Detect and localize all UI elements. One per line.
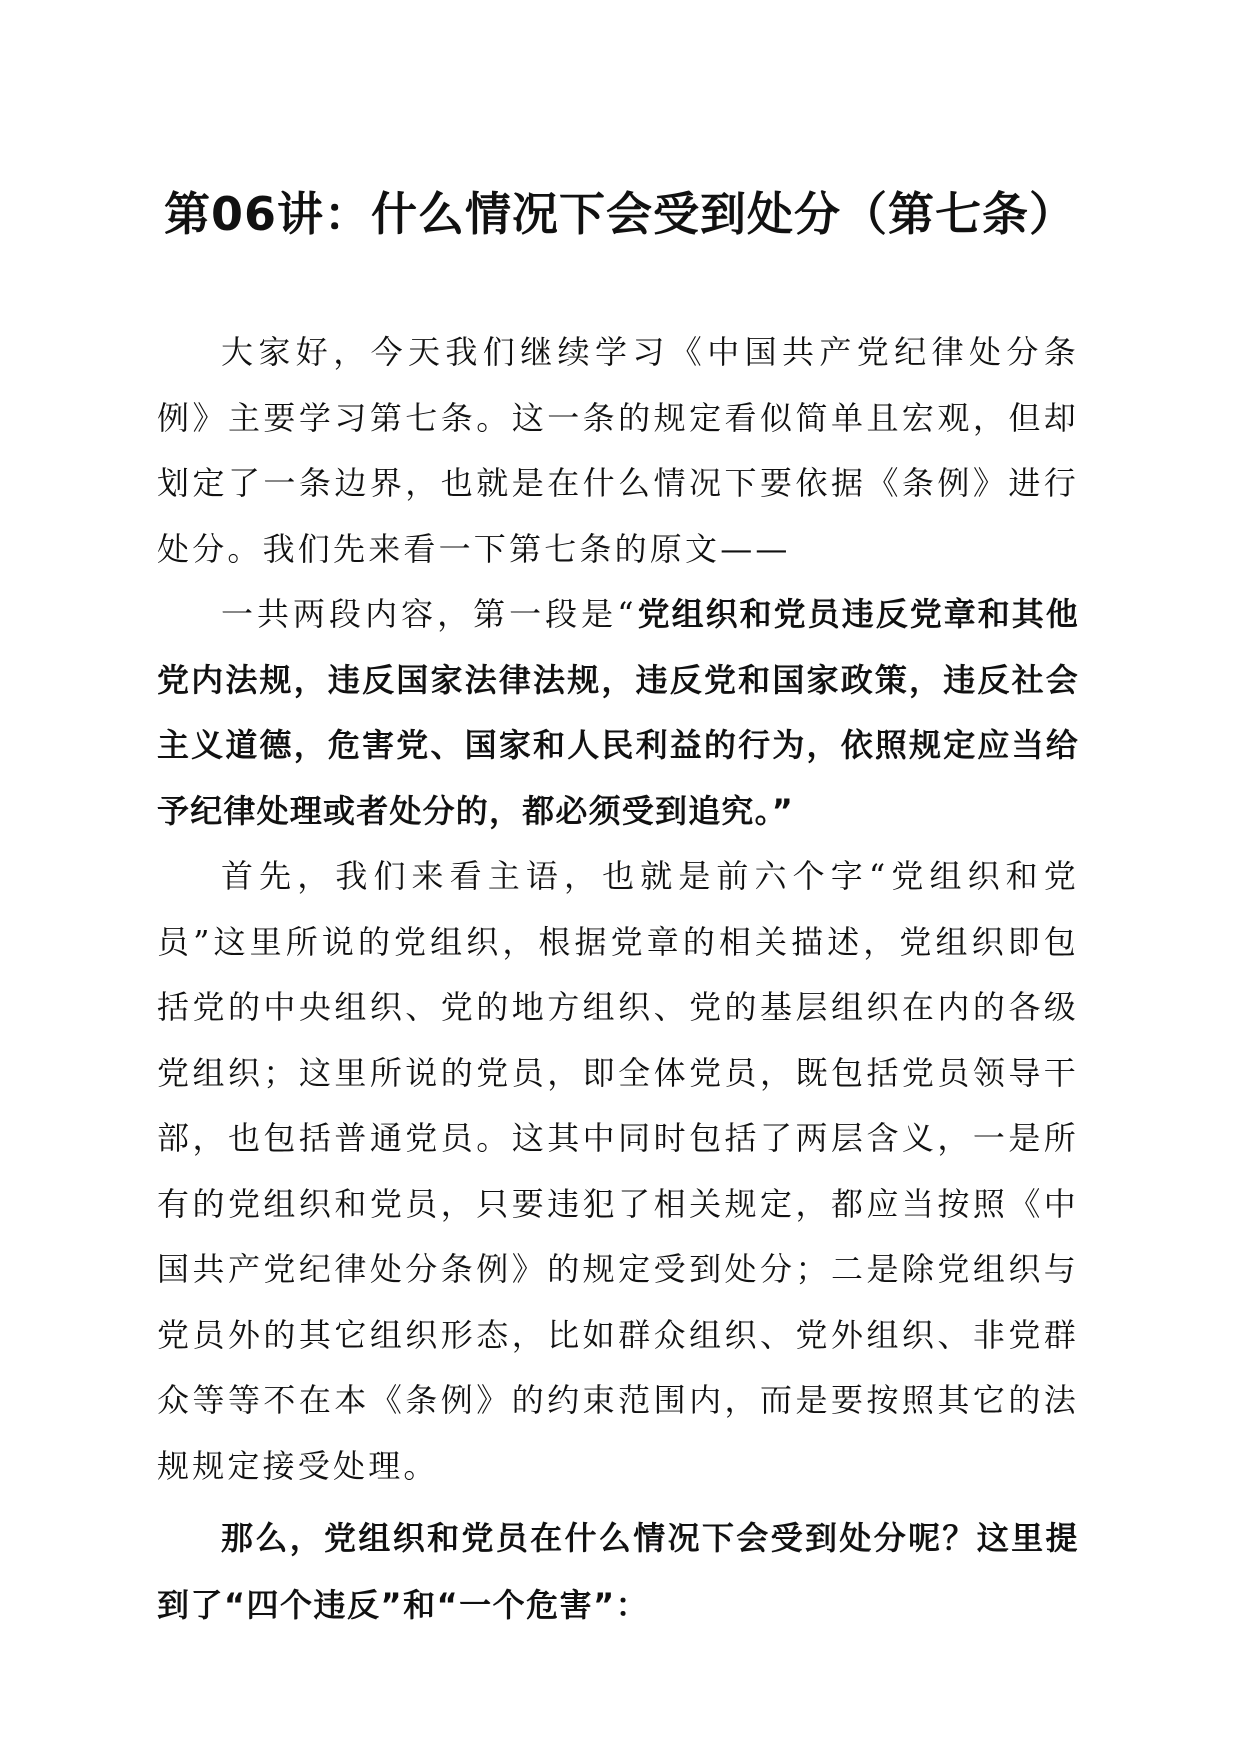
document-title: 第06讲：什么情况下会受到处分（第七条） <box>163 187 1076 241</box>
paragraph-article-quote <box>157 582 1079 844</box>
paragraph-subject-explanation: 首先，我们来看主语，也就是前六个字“党组织和党员”这里所说的党组织，根据党章的相关描述，党组织即包括党的中央组织、党的地方组织、党的基层组织在内的各级党组织；这里所说的党员，即全体党员，既包括党员领导干部，也包括普通党员。这其中同时包括了两层含义，一是所有的党组织和党员，只要违犯了相关规定，都应当按照《中国共产党纪律处分条例》的规定受到处分；二是除党组织与党员外的其它组织形态，比如群众组织、党外组织、非党群众等等不在本《条例》的约束范围内，而是要按照其它的法规规定接受处理。 <box>157 857 1079 1485</box>
paragraph-four-violations: 那么，党组织和党员在什么情况下会受到处分呢？这里提到了“四个违反”和“一个危害”： <box>157 1519 1079 1624</box>
quote-lead-text: 一共两段内容，第一段是“ <box>221 595 637 633</box>
paragraph-intro: 大家好，今天我们继续学习《中国共产党纪律处分条例》主要学习第七条。这一条的规定看似简单且宏观，但却划定了一条边界，也就是在什么情况下要依据《条例》进行处分。我们先来看一下第七条的原文—— <box>157 333 1079 568</box>
quote-bold-text: 党组织和党员违反党章和其他党内法规，违反国家法律法规，违反党和国家政策，违反社会主义道德，危害党、国家和人民利益的行为，依照规定应当给予纪律处理或者处分的，都必须受到追究。” <box>157 595 1079 830</box>
document-body <box>157 320 1079 1639</box>
